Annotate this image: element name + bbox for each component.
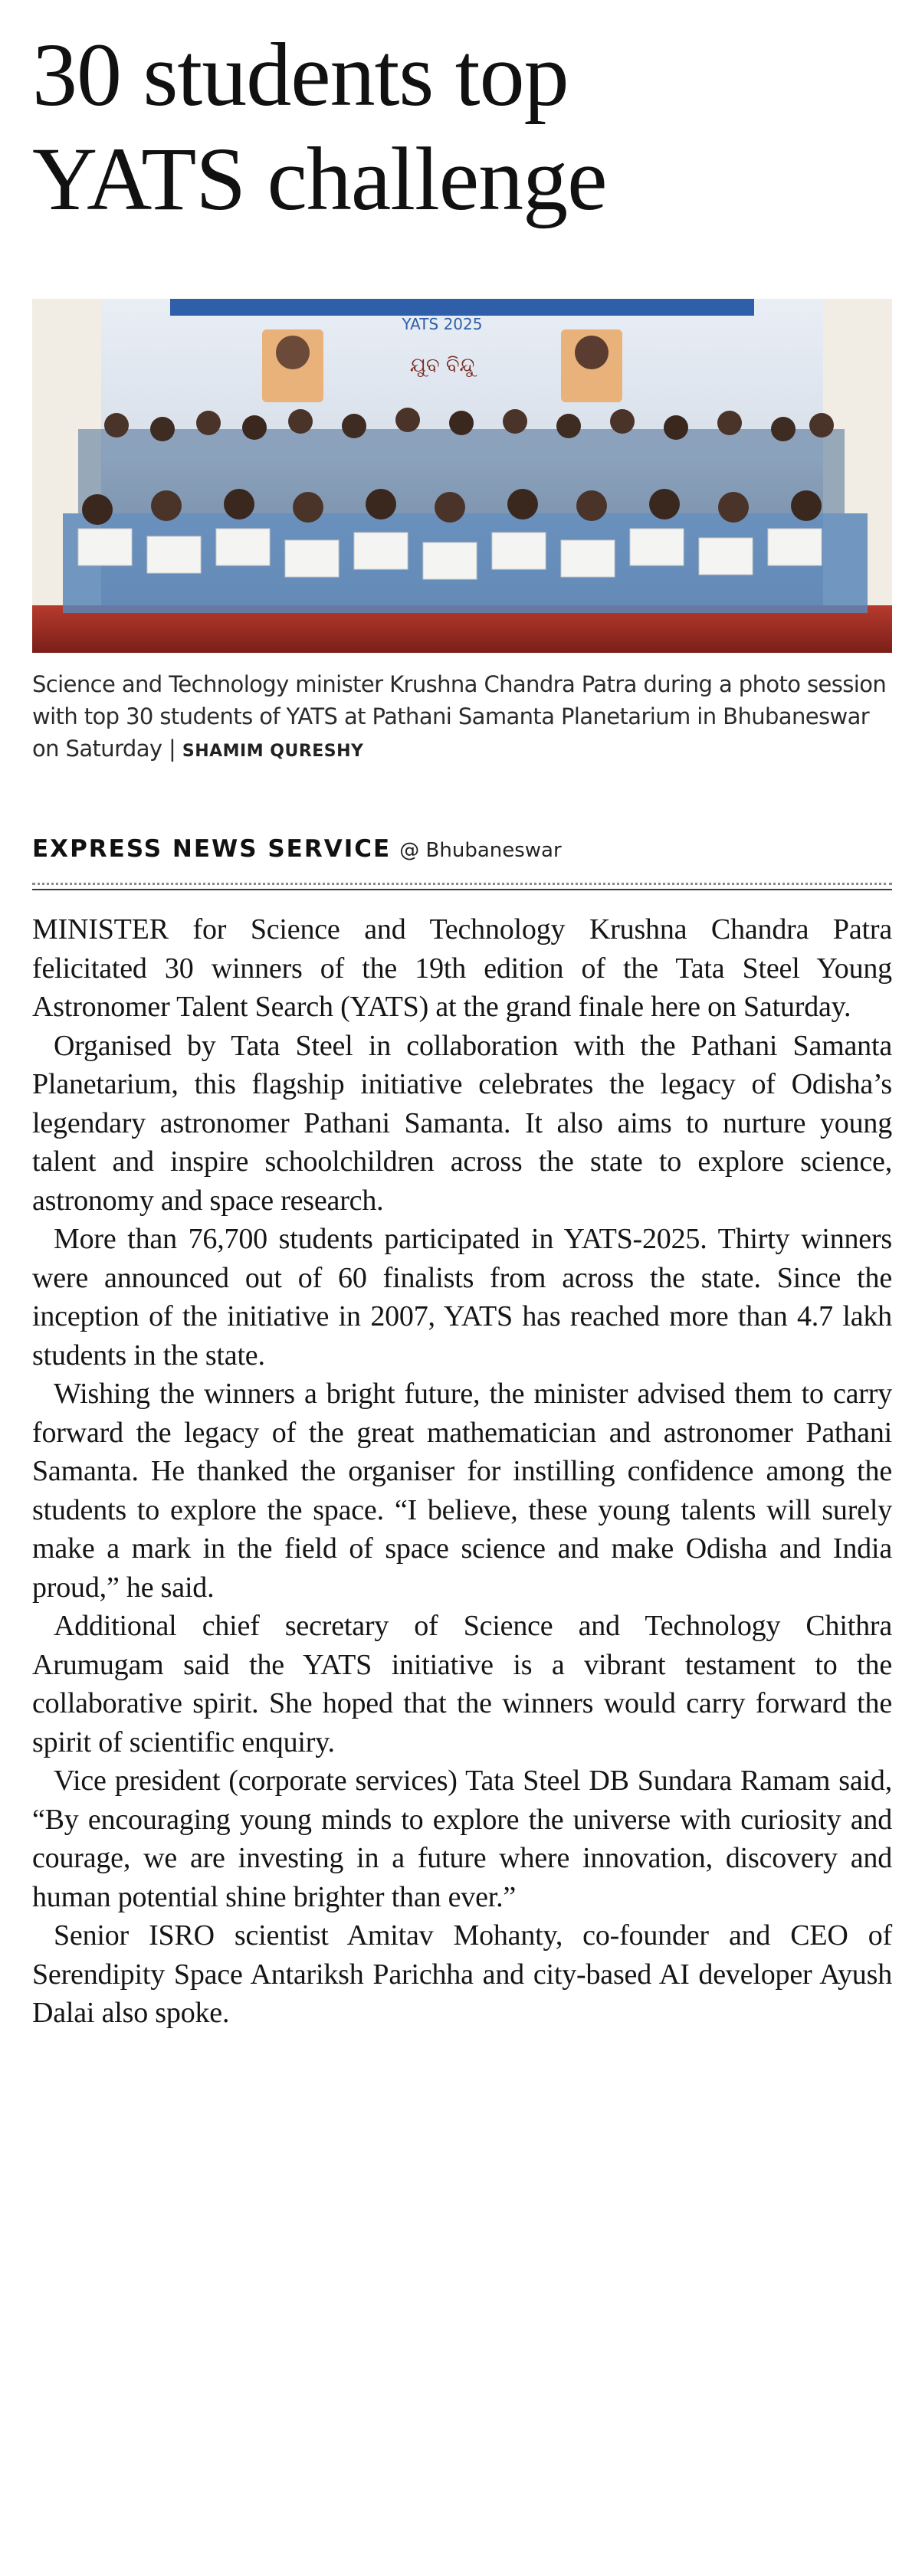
event-banner-text: YATS 2025 (402, 315, 483, 333)
byline-agency: EXPRESS NEWS SERVICE (32, 835, 392, 863)
byline (32, 835, 892, 863)
paragraph: Senior ISRO scientist Amitav Mohanty, co-founder and CEO of Serendipity Space Antariksh Parichha and city-based AI developer Ayush Dalai also spoke. (32, 1919, 892, 2029)
photo-caption (32, 668, 892, 768)
divider-rule (32, 889, 892, 890)
paragraph: More than 76,700 students participated in YATS-2025. Thirty winners were announced out of 60 finalists from across the state. Since the inception of the initiative in 2007, YATS has reached more than 4.7 lakh students in the state. (32, 1223, 892, 1372)
caption-text: Science and Technology minister Krushna Chandra Patra during a photo session with top 30 students of YATS at Pathani Samanta Planetarium in Bhubaneswar on Saturday | (32, 671, 887, 762)
byline-location: @ Bhubaneswar (399, 839, 562, 862)
headline (32, 23, 883, 231)
photo-credit: SHAMIM QURESHY (182, 742, 364, 761)
paragraph: Vice president (corporate services) Tata Steel DB Sundara Ramam said, “By encouraging young minds to explore the universe with curiosity and courage, we are investing in a future where innovation, discovery and human potential shine brighter than ever.” (32, 1765, 892, 1913)
article-body (32, 910, 892, 2033)
backdrop-text: ଯୁବ ବିନ୍ଦୁ (409, 354, 475, 377)
paragraph: Additional chief secretary of Science and Technology Chithra Arumugam said the YATS initiative is a vibrant testament to the collaborative spirit. She hoped that the winners would carry forward the spirit of scientific enquiry. (32, 1610, 892, 1758)
headline-line-2: YATS challenge (32, 129, 607, 229)
event-photo (32, 299, 892, 653)
paragraph: Organised by Tata Steel in collaboration with the Pathani Samanta Planetarium, this flagship initiative celebrates the legacy of Odisha’s legendary astronomer Pathani Samanta. It also aims to nurture young talent and inspire schoolchildren across the state to explore science, astronomy and space research. (32, 1029, 892, 1217)
headline-line-1: 30 students top (32, 25, 569, 125)
paragraph: MINISTER for Science and Technology Krushna Chandra Patra felicitated 30 winners of the 19th edition of the Tata Steel Young Astronomer Talent Search (YATS) at the grand finale here on Saturday. (32, 913, 892, 1023)
dotted-rule (32, 883, 892, 885)
paragraph: Wishing the winners a bright future, the minister advised them to carry forward the legacy of the great mathematician and astronomer Pathani Samanta. He thanked the organiser for instilling confidence among the students to explore the space. “I believe, these young talents will surely make a mark in the field of space science and make Odisha and India proud,” he said. (32, 1378, 892, 1604)
